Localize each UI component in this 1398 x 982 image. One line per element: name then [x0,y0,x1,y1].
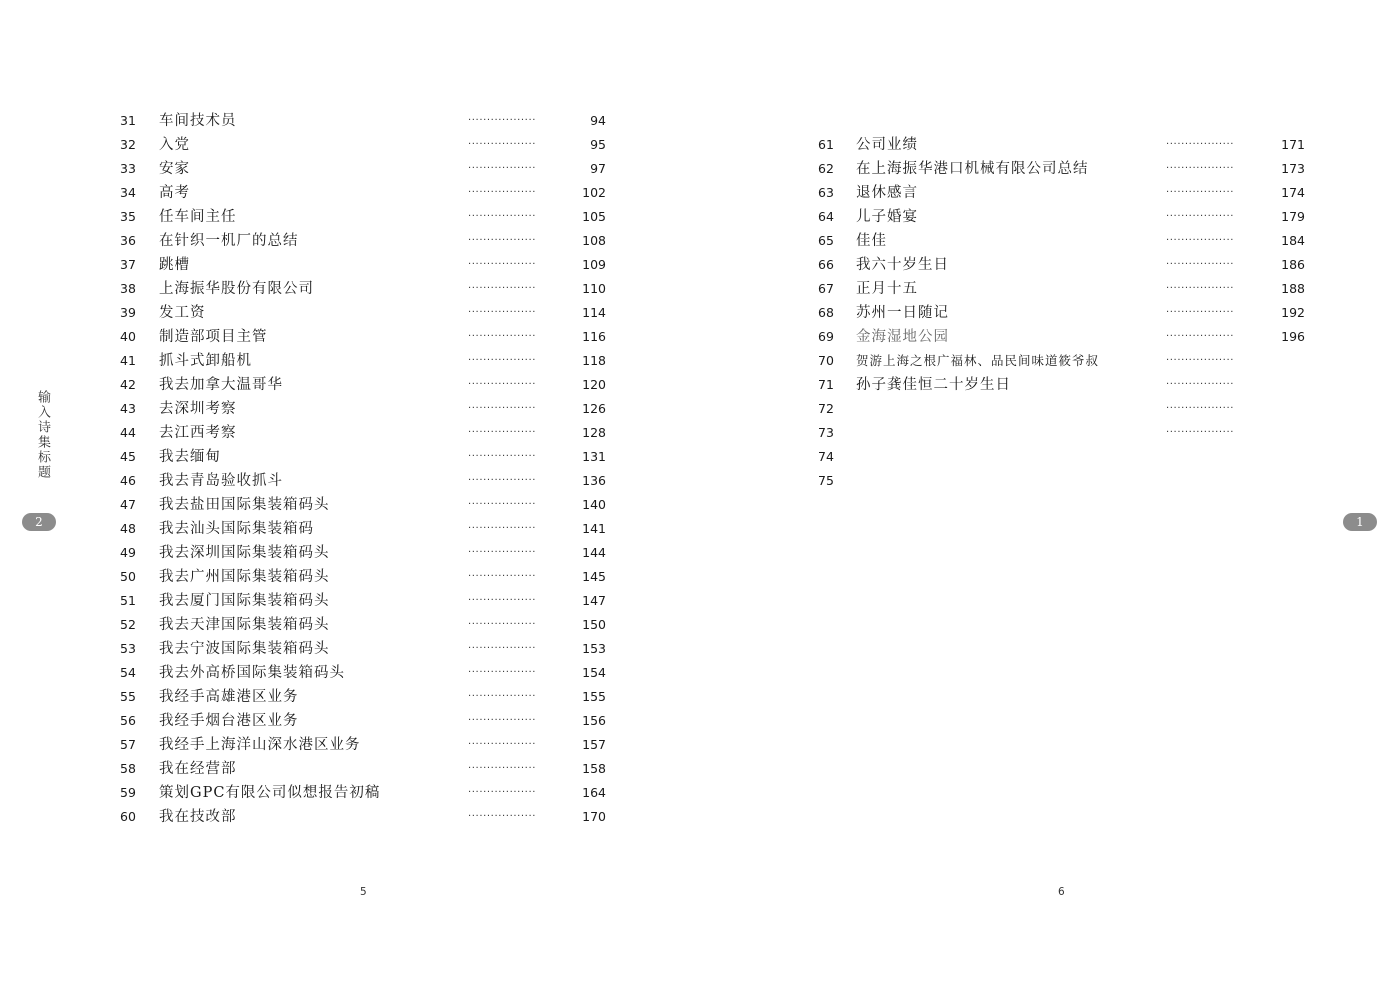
entry-title: 佳佳 [856,233,887,249]
entry-page-number: 126 [582,401,606,416]
dot-leader: ·················· [468,691,537,702]
toc-entry[interactable] [0,253,1398,277]
toc-entry[interactable] [0,661,1398,685]
dot-leader: ·················· [468,571,537,582]
toc-entry[interactable] [0,301,1398,325]
dot-leader: ·················· [1166,379,1235,390]
entry-page-number: 140 [582,497,606,512]
entry-page-number: 184 [1281,233,1305,248]
dot-leader: ·················· [468,355,537,366]
entry-number: 64 [818,209,834,224]
dot-leader: ·················· [1166,427,1235,438]
dot-leader: ·················· [468,331,537,342]
dot-leader: ·················· [468,499,537,510]
entry-title: 我去缅甸 [159,449,221,465]
entry-title: 正月十五 [856,281,918,297]
dot-leader: ·················· [1166,139,1235,150]
dot-leader: ·················· [468,283,537,294]
dot-leader: ·················· [1166,187,1235,198]
entry-number: 32 [120,137,136,152]
entry-number: 44 [120,425,136,440]
toc-entry[interactable] [0,493,1398,517]
entry-number: 59 [120,785,136,800]
toc-entry[interactable] [0,325,1398,349]
entry-title: 我去盐田国际集装箱码头 [159,497,330,513]
toc-entry[interactable] [0,421,1398,445]
entry-page-number: 155 [582,689,606,704]
toc-entry[interactable] [0,757,1398,781]
entry-page-number: 154 [582,665,606,680]
entry-title: 孙子龚佳恒二十岁生日 [856,377,1011,393]
entry-title: 我去外高桥国际集装箱码头 [159,665,345,681]
entry-number: 41 [120,353,136,368]
entry-number: 60 [120,809,136,824]
dot-leader: ·················· [1166,163,1235,174]
entry-number: 71 [818,377,834,392]
entry-number: 66 [818,257,834,272]
toc-entry[interactable] [0,349,1398,373]
toc-entry[interactable] [0,517,1398,541]
entry-title: 车间技术员 [159,113,237,129]
toc-entry[interactable] [0,277,1398,301]
entry-title: 抓斗式卸船机 [159,353,252,369]
dot-leader: ·················· [468,715,537,726]
dot-leader: ·················· [468,643,537,654]
entry-number: 49 [120,545,136,560]
entry-number: 46 [120,473,136,488]
entry-number: 39 [120,305,136,320]
dot-leader: ·················· [468,523,537,534]
entry-title: 在针织一机厂的总结 [159,233,299,249]
toc-entry[interactable] [0,445,1398,469]
entry-title: 我经手高雄港区业务 [159,689,299,705]
toc-entry[interactable] [0,805,1398,829]
entry-number: 52 [120,617,136,632]
entry-number: 51 [120,593,136,608]
entry-number: 68 [818,305,834,320]
entry-number: 75 [818,473,834,488]
toc-entry[interactable] [0,469,1398,493]
entry-page-number: 110 [582,281,606,296]
entry-page-number: 157 [582,737,606,752]
entry-page-number: 196 [1281,329,1305,344]
entry-title: 我经手烟台港区业务 [159,713,299,729]
entry-page-number: 97 [590,161,606,176]
toc-entry[interactable] [0,397,1398,421]
entry-page-number: 120 [582,377,606,392]
dot-leader: ·················· [468,619,537,630]
entry-page-number: 147 [582,593,606,608]
entry-title: 入党 [159,137,190,153]
entry-number: 35 [120,209,136,224]
entry-page-number: 109 [582,257,606,272]
page-badge-right[interactable]: 1 [1343,513,1377,531]
entry-number: 34 [120,185,136,200]
dot-leader: ·················· [1166,211,1235,222]
entry-number: 57 [120,737,136,752]
entry-title: 苏州一日随记 [856,305,949,321]
entry-title: 我经手上海洋山深水港区业务 [159,737,361,753]
entry-page-number: 179 [1281,209,1305,224]
entry-number: 63 [818,185,834,200]
dot-leader: ·················· [468,667,537,678]
entry-number: 72 [818,401,834,416]
entry-page-number: 188 [1281,281,1305,296]
dot-leader: ·················· [468,259,537,270]
entry-number: 37 [120,257,136,272]
entry-page-number: 105 [582,209,606,224]
dot-leader: ·················· [468,547,537,558]
entry-number: 58 [120,761,136,776]
entry-number: 50 [120,569,136,584]
entry-title: 贺游上海之根广福林、品民间味道筱爷叔 [856,353,1100,368]
dot-leader: ·················· [468,187,537,198]
toc-entry[interactable] [0,373,1398,397]
entry-title: 安家 [159,161,190,177]
entry-title: 任车间主任 [159,209,237,225]
dot-leader: ·················· [468,211,537,222]
dot-leader: ·················· [1166,259,1235,270]
entry-number: 38 [120,281,136,296]
entry-title: 我去汕头国际集装箱码 [159,521,314,537]
entry-title: 金海湿地公园 [856,329,949,345]
toc-entry[interactable] [0,685,1398,709]
toc-entry[interactable] [0,205,1398,229]
entry-page-number: 170 [582,809,606,824]
entry-page-number: 136 [582,473,606,488]
entry-number: 31 [120,113,136,128]
entry-page-number: 118 [582,353,606,368]
entry-title: 我在经营部 [159,761,237,777]
toc-entry[interactable] [0,229,1398,253]
toc-entry[interactable] [0,709,1398,733]
entry-page-number: 174 [1281,185,1305,200]
dot-leader: ·················· [1166,235,1235,246]
entry-title: 儿子婚宴 [856,209,918,225]
entry-title: 我去宁波国际集装箱码头 [159,641,330,657]
dot-leader: ·················· [468,763,537,774]
entry-page-number: 116 [582,329,606,344]
entry-number: 48 [120,521,136,536]
entry-number: 74 [818,449,834,464]
entry-number: 61 [818,137,834,152]
entry-number: 33 [120,161,136,176]
entry-page-number: 95 [590,137,606,152]
entry-title: 我去青岛验收抓斗 [159,473,283,489]
entry-title: 我去厦门国际集装箱码头 [159,593,330,609]
entry-number: 43 [120,401,136,416]
entry-page-number: 171 [1281,137,1305,152]
dot-leader: ·················· [468,427,537,438]
entry-page-number: 192 [1281,305,1305,320]
dot-leader: ·················· [1166,331,1235,342]
toc-entry[interactable] [0,133,1398,157]
entry-title: 我在技改部 [159,809,237,825]
toc-entry[interactable] [0,589,1398,613]
entry-title: 高考 [159,185,190,201]
dot-leader: ·················· [468,787,537,798]
dot-leader: ·················· [1166,283,1235,294]
entry-page-number: 150 [582,617,606,632]
entry-title: 策划GPC有限公司似想报告初稿 [159,785,381,801]
entry-number: 62 [818,161,834,176]
entry-page-number: 158 [582,761,606,776]
dot-leader: ·················· [468,235,537,246]
entry-number: 69 [818,329,834,344]
toc-entry[interactable] [0,637,1398,661]
toc-entry[interactable] [0,781,1398,805]
dot-leader: ·················· [468,475,537,486]
book-title-sidebar[interactable]: 输入诗集标题 [35,390,50,480]
dot-leader: ·················· [1166,307,1235,318]
dot-leader: ·················· [468,595,537,606]
entry-page-number: 156 [582,713,606,728]
entry-page-number: 131 [582,449,606,464]
entry-number: 36 [120,233,136,248]
entry-title: 我六十岁生日 [856,257,949,273]
dot-leader: ·················· [468,139,537,150]
toc-entry[interactable] [0,541,1398,565]
entry-number: 54 [120,665,136,680]
toc-entry[interactable] [0,157,1398,181]
entry-page-number: 145 [582,569,606,584]
entry-page-number: 108 [582,233,606,248]
entry-page-number: 128 [582,425,606,440]
entry-title: 退休感言 [856,185,918,201]
entry-title: 去江西考察 [159,425,237,441]
page-badge-left[interactable]: 2 [22,513,56,531]
entry-number: 70 [818,353,834,368]
dot-leader: ·················· [468,739,537,750]
entry-number: 40 [120,329,136,344]
entry-page-number: 164 [582,785,606,800]
entry-page-number: 141 [582,521,606,536]
entry-number: 65 [818,233,834,248]
entry-title: 我去深圳国际集装箱码头 [159,545,330,561]
entry-title: 发工资 [159,305,206,321]
entry-number: 47 [120,497,136,512]
entry-number: 73 [818,425,834,440]
entry-title: 跳槽 [159,257,190,273]
entry-title: 在上海振华港口机械有限公司总结 [856,161,1089,177]
toc-entry[interactable] [0,181,1398,205]
toc-entry[interactable] [0,565,1398,589]
dot-leader: ·················· [468,403,537,414]
entry-number: 53 [120,641,136,656]
entry-page-number: 94 [590,113,606,128]
entry-page-number: 114 [582,305,606,320]
toc-entry[interactable] [0,109,1398,133]
dot-leader: ·················· [468,307,537,318]
entry-page-number: 153 [582,641,606,656]
entry-title: 公司业绩 [856,137,918,153]
entry-page-number: 173 [1281,161,1305,176]
dot-leader: ·················· [468,115,537,126]
entry-number: 42 [120,377,136,392]
toc-entry[interactable] [0,613,1398,637]
entry-page-number: 102 [582,185,606,200]
entry-title: 我去广州国际集装箱码头 [159,569,330,585]
entry-number: 45 [120,449,136,464]
entry-number: 55 [120,689,136,704]
entry-title: 制造部项目主管 [159,329,268,345]
dot-leader: ·················· [468,163,537,174]
entry-page-number: 144 [582,545,606,560]
entry-number: 67 [818,281,834,296]
dot-leader: ·················· [468,451,537,462]
entry-title: 去深圳考察 [159,401,237,417]
dot-leader: ·················· [1166,355,1235,366]
footer-page-number-right: 6 [1058,886,1065,898]
entry-title: 我去天津国际集装箱码头 [159,617,330,633]
toc-entry[interactable] [0,733,1398,757]
entry-page-number: 186 [1281,257,1305,272]
entry-title: 我去加拿大温哥华 [159,377,283,393]
footer-page-number-left: 5 [360,886,367,898]
toc-right-column [0,133,1398,493]
dot-leader: ·················· [468,379,537,390]
entry-number: 56 [120,713,136,728]
entry-title: 上海振华股份有限公司 [159,281,314,297]
dot-leader: ·················· [468,811,537,822]
dot-leader: ·················· [1166,403,1235,414]
